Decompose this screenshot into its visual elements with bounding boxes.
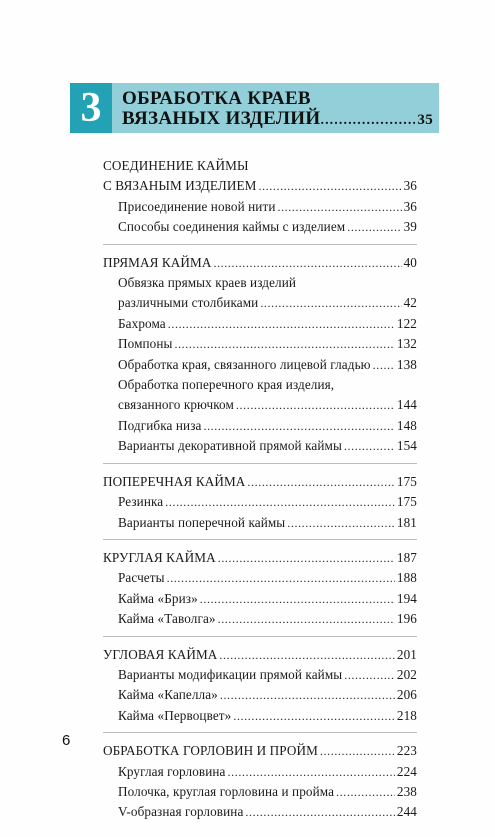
dot-leader bbox=[165, 492, 395, 512]
section-heading[interactable] bbox=[103, 548, 417, 568]
section-title: ОБРАБОТКА ГОРЛОВИН И ПРОЙМ bbox=[103, 743, 318, 759]
toc-item-page: 132 bbox=[396, 336, 417, 352]
toc-section bbox=[103, 472, 417, 540]
dot-leader bbox=[344, 665, 395, 685]
toc-item-label: связанного крючком bbox=[118, 397, 234, 413]
chapter-title-line1: ОБРАБОТКА КРАЕВ bbox=[122, 88, 311, 109]
toc-item[interactable] bbox=[103, 197, 417, 217]
toc-item-label: Кайма «Таволга» bbox=[118, 611, 216, 627]
dot-leader bbox=[203, 416, 394, 436]
toc-item-page: 181 bbox=[396, 514, 417, 530]
dot-leader bbox=[344, 436, 395, 456]
dot-leader bbox=[236, 395, 395, 415]
toc-item-page: 188 bbox=[396, 570, 417, 586]
toc-item-label: Резинка bbox=[118, 494, 164, 510]
toc-section bbox=[103, 253, 417, 464]
section-page: 201 bbox=[396, 646, 417, 662]
toc-item-label: Кайма «Бриз» bbox=[118, 590, 198, 606]
toc-item[interactable] bbox=[103, 706, 417, 726]
toc-item-label: Варианты модификации прямой каймы bbox=[118, 666, 343, 682]
section-page: 40 bbox=[403, 254, 417, 270]
toc-item[interactable] bbox=[103, 492, 417, 512]
section-title: С ВЯЗАНЫМ ИЗДЕЛИЕМ bbox=[103, 178, 257, 194]
toc-item-label: Обработка края, связанного лицевой гладью bbox=[118, 356, 371, 372]
section-page: 175 bbox=[396, 473, 417, 489]
section-title-line1[interactable]: СОЕДИНЕНИЕ КАЙМЫ bbox=[103, 158, 249, 173]
toc-item-label: V-образная горловина bbox=[118, 804, 244, 820]
dot-leader bbox=[219, 645, 394, 665]
toc-item[interactable] bbox=[103, 395, 417, 415]
toc-item-line1[interactable]: Обработка поперечного края изделия, bbox=[118, 377, 335, 393]
dot-leader bbox=[228, 762, 395, 782]
toc-item-label: различными столбиками bbox=[118, 295, 259, 311]
dot-leader bbox=[247, 472, 394, 492]
toc-item-page: 196 bbox=[396, 611, 417, 627]
toc-item-label: Кайма «Капелла» bbox=[118, 687, 218, 703]
dot-leader bbox=[320, 111, 415, 131]
dot-leader bbox=[336, 782, 395, 802]
section-page: 223 bbox=[396, 743, 417, 759]
dot-leader bbox=[320, 741, 395, 761]
dot-leader bbox=[260, 293, 401, 313]
toc-item[interactable] bbox=[103, 568, 417, 588]
toc-section bbox=[103, 741, 417, 829]
page-number: 6 bbox=[62, 732, 71, 749]
dot-leader bbox=[277, 197, 401, 217]
section-title: ПОПЕРЕЧНАЯ КАЙМА bbox=[103, 473, 246, 489]
toc-item-page: 175 bbox=[396, 494, 417, 510]
dot-leader bbox=[245, 802, 395, 822]
toc-item[interactable] bbox=[103, 609, 417, 629]
dot-leader bbox=[213, 253, 401, 273]
toc-item-page: 138 bbox=[396, 356, 417, 372]
toc-item-label: Кайма «Первоцвет» bbox=[118, 707, 232, 723]
toc-item[interactable] bbox=[103, 513, 417, 533]
dot-leader bbox=[174, 334, 394, 354]
toc-section bbox=[103, 645, 417, 734]
chapter-page: 35 bbox=[417, 112, 433, 128]
toc-item-label: Подгибка низа bbox=[118, 417, 202, 433]
section-heading[interactable] bbox=[103, 253, 417, 273]
toc-item[interactable] bbox=[103, 436, 417, 456]
toc-item-label: Полочка, круглая горловина и пройма bbox=[118, 783, 335, 799]
toc-item-label: Круглая горловина bbox=[118, 763, 226, 779]
toc-item-label: Способы соединения каймы с изделием bbox=[118, 219, 346, 235]
dot-leader bbox=[347, 217, 401, 237]
section-heading[interactable] bbox=[103, 472, 417, 492]
table-of-contents bbox=[103, 156, 417, 837]
dot-leader bbox=[258, 176, 401, 196]
dot-leader bbox=[218, 609, 395, 629]
section-heading[interactable] bbox=[103, 741, 417, 761]
dot-leader bbox=[220, 685, 395, 705]
toc-item-line1[interactable]: Обвязка прямых краев изделий bbox=[118, 275, 297, 291]
toc-item[interactable] bbox=[103, 665, 417, 685]
dot-leader bbox=[167, 568, 395, 588]
dot-leader bbox=[233, 706, 395, 726]
toc-item-page: 154 bbox=[396, 438, 417, 454]
toc-item-page: 39 bbox=[403, 219, 417, 235]
toc-item[interactable] bbox=[103, 334, 417, 354]
dot-leader bbox=[287, 513, 395, 533]
toc-item[interactable] bbox=[103, 589, 417, 609]
toc-item-label: Присоединение новой нити bbox=[118, 198, 276, 214]
toc-item[interactable] bbox=[103, 217, 417, 237]
toc-item-page: 206 bbox=[396, 687, 417, 703]
toc-item-page: 238 bbox=[396, 783, 417, 799]
toc-item[interactable] bbox=[103, 782, 417, 802]
dot-leader bbox=[168, 314, 395, 334]
toc-item-page: 202 bbox=[396, 666, 417, 682]
toc-item[interactable] bbox=[103, 314, 417, 334]
chapter-number: 3 bbox=[70, 83, 112, 133]
toc-item[interactable] bbox=[103, 355, 417, 375]
dot-leader bbox=[200, 589, 395, 609]
section-heading[interactable] bbox=[103, 645, 417, 665]
chapter-title-line2: ВЯЗАНЫХ ИЗДЕЛИЙ bbox=[122, 108, 321, 129]
section-title: КРУГЛАЯ КАЙМА bbox=[103, 549, 216, 565]
section-heading[interactable] bbox=[103, 176, 417, 196]
toc-item-page: 144 bbox=[396, 397, 417, 413]
toc-item-label: Варианты декоративной прямой каймы bbox=[118, 438, 342, 454]
toc-item[interactable] bbox=[103, 416, 417, 436]
toc-item[interactable] bbox=[103, 685, 417, 705]
toc-item-label: Варианты поперечной каймы bbox=[118, 514, 286, 530]
chapter-header bbox=[70, 83, 439, 133]
toc-section bbox=[103, 156, 417, 245]
dot-leader bbox=[373, 355, 395, 375]
dot-leader bbox=[218, 548, 395, 568]
toc-item[interactable] bbox=[103, 802, 417, 822]
toc-item-page: 148 bbox=[396, 417, 417, 433]
toc-item-label: Бахрома bbox=[118, 315, 166, 331]
section-page: 36 bbox=[403, 178, 417, 194]
toc-item[interactable] bbox=[103, 762, 417, 782]
toc-item-page: 218 bbox=[396, 707, 417, 723]
section-title: УГЛОВАЯ КАЙМА bbox=[103, 646, 218, 662]
toc-item-page: 42 bbox=[403, 295, 417, 311]
toc-item-page: 36 bbox=[403, 198, 417, 214]
toc-item-label: Помпоны bbox=[118, 336, 173, 352]
toc-item[interactable] bbox=[103, 293, 417, 313]
chapter-title[interactable] bbox=[122, 89, 433, 131]
toc-section bbox=[103, 548, 417, 637]
toc-item-page: 224 bbox=[396, 763, 417, 779]
toc-item-page: 194 bbox=[396, 590, 417, 606]
toc-item-page: 122 bbox=[396, 315, 417, 331]
section-page: 187 bbox=[396, 549, 417, 565]
section-title: ПРЯМАЯ КАЙМА bbox=[103, 254, 212, 270]
toc-item-label: Расчеты bbox=[118, 570, 165, 586]
toc-item-page: 244 bbox=[396, 804, 417, 820]
